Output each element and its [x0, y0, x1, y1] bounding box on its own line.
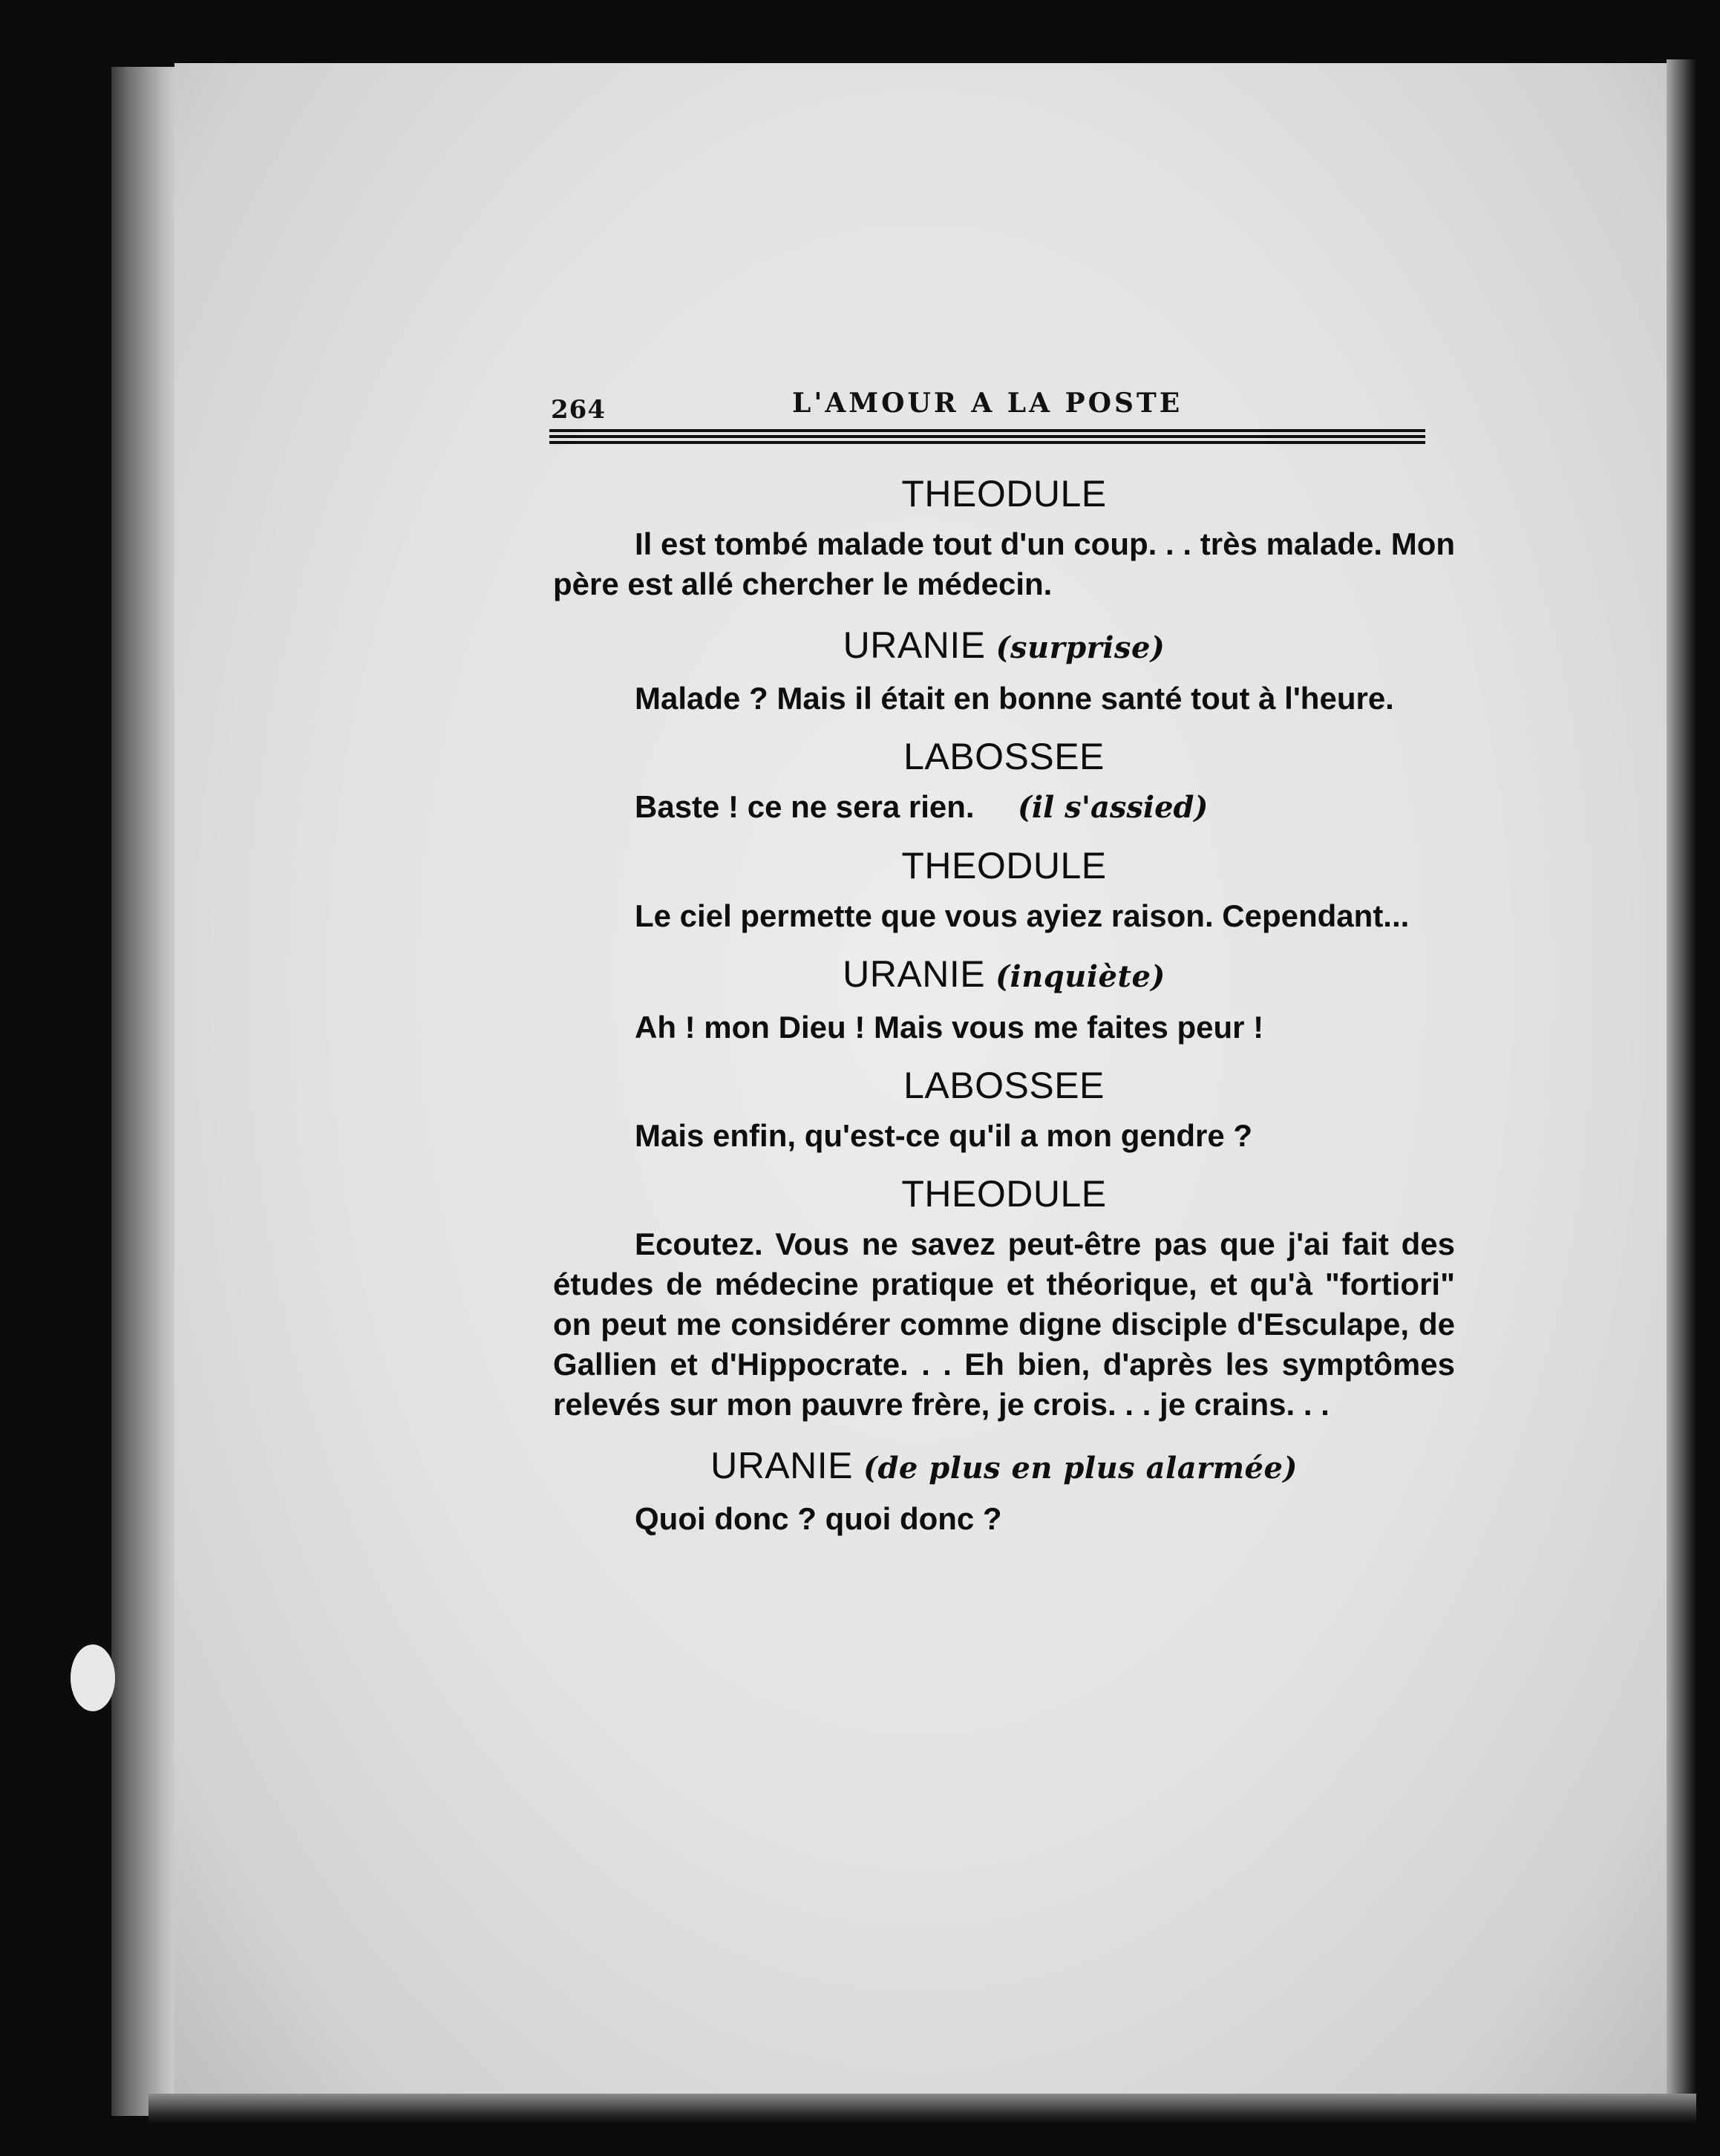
- speech-text: Le ciel permette que vous ayiez raison. Cependant...: [635, 898, 1410, 933]
- speaker-name: THEODULE: [901, 845, 1107, 886]
- speech-text: Quoi donc ? quoi donc ?: [635, 1501, 1002, 1536]
- speaker-name: URANIE (surprise): [843, 624, 1165, 666]
- running-header: [551, 388, 1427, 432]
- speaker-name: THEODULE: [901, 1173, 1107, 1215]
- stage-direction: (de plus en plus alarmée): [863, 1451, 1298, 1486]
- page-number: 264: [551, 395, 606, 425]
- page-right-edge: [1667, 59, 1696, 2108]
- book-spine-edge: [111, 67, 178, 2116]
- play-dialogue: [553, 460, 1455, 1552]
- speech-text: Malade ? Mais il était en bonne santé tout à l'heure.: [635, 681, 1394, 716]
- speech-text: Il est tombé malade tout d'un coup. . . très malade. Mon père est allé chercher le médecin.: [553, 526, 1455, 601]
- speaker-name: LABOSSEE: [903, 1065, 1105, 1106]
- speaker-name: URANIE (de plus en plus alarmée): [710, 1445, 1298, 1486]
- speech-text: Baste ! ce ne sera rien. (il s'assied): [635, 789, 1209, 825]
- paper-defect: [71, 1644, 115, 1711]
- rule-line: [549, 429, 1425, 432]
- speaker-name: LABOSSEE: [903, 736, 1105, 777]
- speaker-name: THEODULE: [901, 473, 1107, 514]
- stage-direction: (inquiète): [995, 959, 1165, 994]
- running-title: L'AMOUR A LA POSTE: [792, 388, 1183, 419]
- stage-direction: (il s'assied): [1017, 790, 1209, 825]
- rule-line: [549, 435, 1425, 438]
- speech-text: Ah ! mon Dieu ! Mais vous me faites peur !: [635, 1010, 1264, 1045]
- speech-text: Mais enfin, qu'est-ce qu'il a mon gendre ?: [635, 1118, 1253, 1153]
- speech-text: Ecoutez. Vous ne savez peut-être pas que j'ai fait des études de médecine pratique et théorique, et qu'à "fortiori" on peut me considérer comme digne disciple d'Esculape, de Gallien et d'Hippocrate. . . Eh bien, d'après les symptômes relevés sur mon pauvre frère, je crois. . . je crains. . .: [553, 1226, 1455, 1422]
- rule-line: [549, 441, 1425, 444]
- header-rule: [549, 428, 1425, 444]
- stage-direction: (surprise): [995, 630, 1165, 665]
- speaker-name: URANIE (inquiète): [843, 953, 1165, 995]
- page-bottom-edge: [148, 2094, 1696, 2123]
